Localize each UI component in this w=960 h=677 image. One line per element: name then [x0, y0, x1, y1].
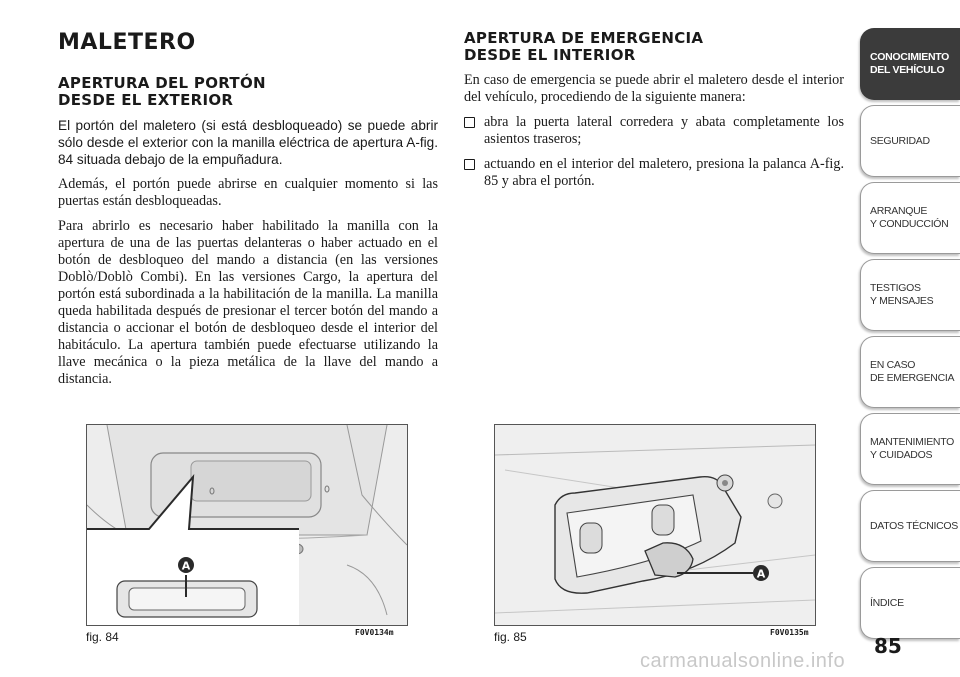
sidebar-item-label: CONOCIMIENTO DEL VEHÍCULO [870, 51, 950, 76]
heading-line: DESDE EL INTERIOR [464, 46, 636, 64]
left-column [58, 30, 438, 396]
paragraph: Además, el portón puede abrirse en cualquier momento si las puertas están desbloqueadas. [58, 176, 438, 209]
figure-caption: fig. 85 [494, 630, 527, 644]
sidebar-item-mantenimiento[interactable] [860, 413, 960, 485]
sidebar-item-arranque[interactable] [860, 182, 960, 254]
sidebar-item-conocimiento[interactable] [860, 28, 960, 100]
paragraph: El portón del maletero (si está desbloqueado) se puede abrir sólo desde el exterior con la manilla eléctrica de apertura A-fig. 84 situada debajo de la empuñadura. [58, 118, 438, 167]
right-column [464, 30, 844, 198]
sidebar-item-label: TESTIGOS Y MENSAJES [870, 282, 934, 307]
marker-a-label: A [756, 567, 766, 581]
chapter-sidebar [860, 28, 960, 644]
paragraph: Para abrirlo es necesario haber habilitado la manilla con la apertura de una de las puertas delanteras o haber actuado en el botón de desbloqueo del mando a distancia (en las versiones Doblò/Doblò Combi). En las versiones Cargo, la apertura del portón está subordinada a la habilitación de la manilla. La manilla queda habilitada después de presionar el tercer botón del mando a distancia o accionar el botón de desbloqueo desde el interior del habitáculo. La apertura también puede efectuarse utilizando la llave mecánica o la pieza metálica de la llave del mando a distancia. [58, 218, 438, 387]
sidebar-item-emergencia[interactable] [860, 336, 960, 408]
heading-line: APERTURA DEL PORTÓN [58, 74, 266, 92]
page-title: MALETERO [58, 30, 196, 55]
marker-a-label: A [181, 559, 191, 573]
intro-paragraph: En caso de emergencia se puede abrir el maletero desde el interior del vehículo, procediendo de la siguiente manera: [464, 72, 844, 105]
watermark: carmanualsonline.info [640, 650, 846, 672]
list-item-text: abra la puerta lateral corredera y abata completamente los asientos traseros; [484, 114, 844, 147]
sidebar-item-label: ARRANQUE Y CONDUCCIÓN [870, 205, 949, 230]
sidebar-item-testigos[interactable] [860, 259, 960, 331]
sidebar-item-label: SEGURIDAD [870, 134, 930, 147]
checkbox-bullet-icon [464, 117, 475, 128]
sidebar-item-seguridad[interactable] [860, 105, 960, 177]
lock-mechanism-illustration [495, 425, 815, 625]
list-item [464, 156, 844, 190]
sidebar-item-indice[interactable] [860, 567, 960, 639]
figure-caption: fig. 84 [86, 630, 119, 644]
tailgate-illustration [87, 425, 407, 625]
sidebar-item-label: EN CASO DE EMERGENCIA [870, 359, 955, 384]
checkbox-bullet-icon [464, 159, 475, 170]
list-item [464, 114, 844, 148]
page-number: 85 [874, 634, 902, 658]
section-heading-exterior [58, 75, 438, 109]
figure-85-emergency-lever [494, 424, 816, 626]
instruction-list [464, 114, 844, 190]
list-item-text: actuando en el interior del maletero, presiona la palanca A-fig. 85 y abra el portón. [484, 156, 844, 189]
sidebar-item-label: DATOS TÉCNICOS [870, 519, 958, 532]
sidebar-item-label: ÍNDICE [870, 596, 904, 609]
sidebar-item-label: MANTENIMIENTO Y CUIDADOS [870, 436, 954, 461]
figure-code: F0V0135m [770, 628, 809, 637]
figure-84-tailgate-handle [86, 424, 408, 626]
heading-line: APERTURA DE EMERGENCIA [464, 29, 704, 47]
figure-code: F0V0134m [355, 628, 394, 637]
sidebar-item-datos-tecnicos[interactable] [860, 490, 960, 562]
heading-line: DESDE EL EXTERIOR [58, 91, 234, 109]
section-heading-emergency [464, 30, 844, 64]
